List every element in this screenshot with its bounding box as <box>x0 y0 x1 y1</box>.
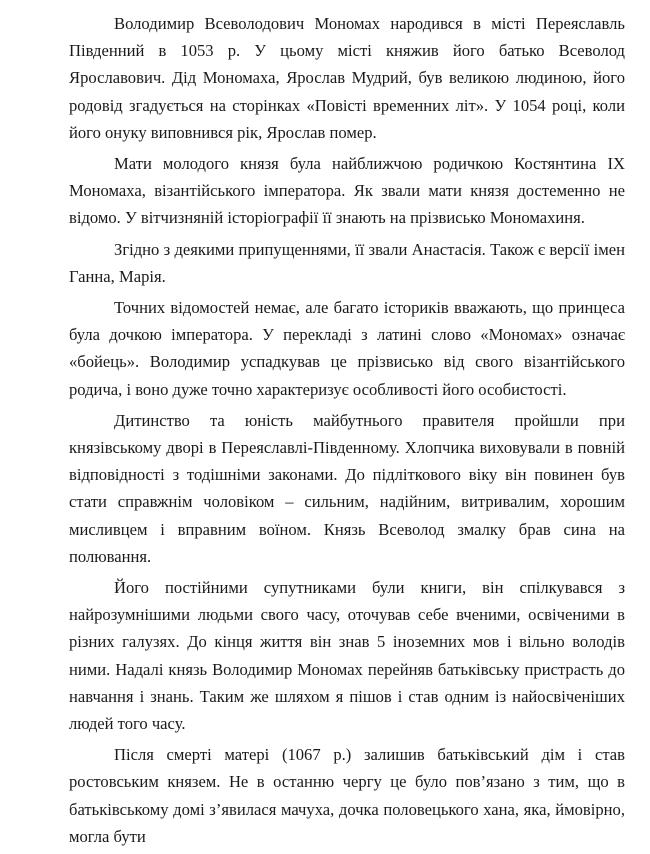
paragraph-mother: Мати молодого князя була найближчою родичкою Костянтина IX Мономаха, візантійського імператора. Як звали мати князя достеменно не відомо. У вітчизняній історіографії її знають на прізвисько Мономахиня. <box>69 154 625 228</box>
paragraph-mother-name: Згідно з деякими припущеннями, її звали Анастасія. Також є версії імен Ганна, Марія. <box>69 239 625 286</box>
paragraph-nickname: Точних відомостей немає, але багато істориків вважають, що принцеса була дочкою імператора. У перекладі з латині слово «Мономах» означає «бойець». Володимир успадкував це прізвисько від свого візантійського родича, і воно дуже точно характеризує особливості його особистості. <box>69 298 625 399</box>
document-body <box>69 10 625 854</box>
paragraph-childhood: Дитинство та юність майбутнього правителя пройшли при князівському дворі в Переяславлі-Південному. Хлопчика виховували в повній відповідності з тодішніми законами. До підліткового віку він повинен був стати справжнім чоловіком – сильним, надійним, витривалим, хорошим мисливцем і вправним воїном. Князь Всеволод змалку брав сина на полювання. <box>69 410 625 566</box>
paragraph-birth: Володимир Всеволодович Мономах народився в місті Переяславль Південний в 1053 р. У цьому місті княжив його батько Всеволод Ярославович. Дід Мономаха, Ярослав Мудрий, був великою людиною, його родовід згадується на сторінках «Повісті временних літ». У 1054 році, коли його онуку виповнився рік, Ярослав помер. <box>69 14 625 142</box>
paragraph-rostov: Після смерті матері (1067 р.) залишив батьківський дім і став ростовським князем. Не в останню чергу це було пов’язано з тим, що в батьківському домі з’явилася мачуха, дочка половецького хана, яка, ймовірно, могла бути <box>69 745 625 846</box>
paragraph-education: Його постійними супутниками були книги, він спілкувався з найрозумнішими людьми свого часу, оточував себе вченими, освіченими в різних галузях. До кінця життя він знав 5 іноземних мов і вільно володів ними. Надалі князь Володимир Мономах перейняв батьківську пристрасть до навчання і знань. Таким же шляхом я пішов і став одним із найосвіченіших людей того часу. <box>69 578 625 734</box>
